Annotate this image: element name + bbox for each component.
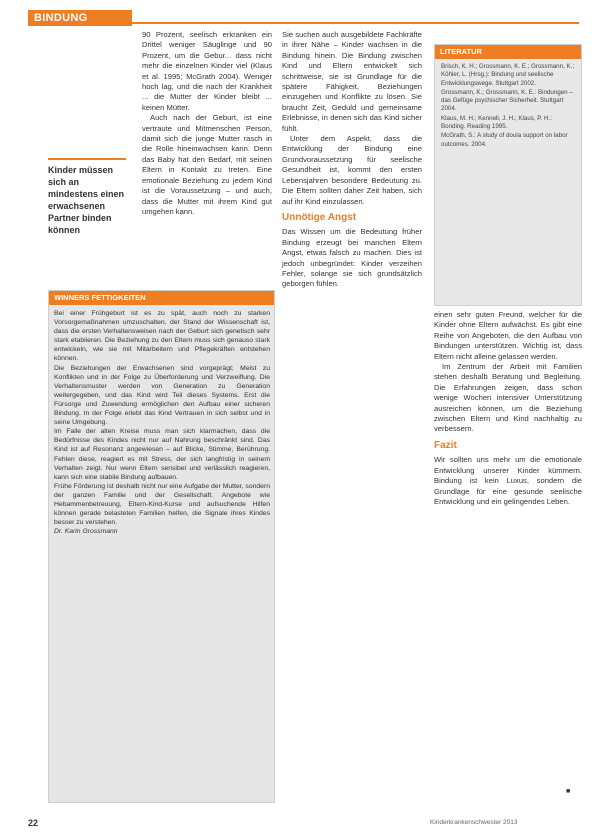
section-tab: BINDUNG — [28, 10, 132, 26]
end-square-icon: ■ — [566, 788, 571, 795]
header-rule — [132, 22, 579, 24]
box-signature: Dr. Karin Grossmann — [54, 528, 118, 536]
column-3 — [282, 30, 422, 290]
literature-title: LITERATUR — [435, 45, 581, 59]
literature-list — [441, 63, 577, 150]
paragraph: Unter dem Aspekt, dass die Entwicklung der Bindung eine Grundvoraussetzung für seelische Gesundheit ist, kommt den ersten Lebensjahren besondere Bedeutung zu. Die Eltern sollten daher Zeit haben, sich auf ihr Kind einzulassen. — [282, 134, 422, 206]
page-number: 22 — [28, 818, 39, 828]
page-header — [0, 0, 609, 26]
fazit-heading: Fazit — [434, 439, 457, 451]
reference: Klaus, M. H.; Kennell, J. H.; Klaus, P. H.: Bonding. Reading 1995. — [441, 114, 552, 131]
info-box-title: WINNERS FETTIGKEITEN — [49, 291, 274, 305]
subheading: Unnötige Angst — [282, 211, 357, 223]
reference: Brisch, K. H.; Grossmann, K. E.; Grossmann, K.; Köhler, L. (Hrsg.): Bindung und seelische Entwicklungswege. Stuttgart 2002. — [441, 63, 575, 87]
reference: Grossmann, K.; Grossmann, K. E.: Bindungen – das Gefüge psychischer Sicherheit. Stuttgart 2004. — [441, 88, 573, 113]
paragraph: einen sehr guten Freund, welcher für die Kinder ohne Eltern aufwächst. Es gibt eine Reihe von Angeboten, die den Aufbau von Bindungen unterstützen. Wichtig ist, dass Eltern nicht alleine gelassen werden. — [434, 310, 582, 361]
journal-footer: Kinderkrankenschwester 2013 — [430, 819, 518, 826]
info-box-text — [54, 309, 270, 536]
paragraph: Das Wissen um die Bedeutung früher Bindung erzeugt bei manchen Eltern Angst, etwas falsch zu machen. Dies ist jedoch unbegründet: Kinder verzeihen Fehler, solange sie sich grundsätzlich geborgen fühlen. — [282, 227, 422, 289]
reference: McGrath, S.: A study of doula support on labor outcomes. 2004. — [441, 132, 568, 148]
column-4 — [434, 310, 582, 507]
literature-box — [434, 44, 582, 306]
info-box — [48, 290, 275, 803]
pullquote: Kinder müssen sich an mindestens einen erwachsenen Partner binden können — [48, 158, 126, 236]
paragraph: 90 Prozent, seelisch erkranken ein Drittel weniger Säuglinge und 90 Prozent, um die Gebur... dass nicht mehr die einzelnen Kinder viel (Klaus et al. 1995; McGrath 2004). Weniger hoch lag, und die nach der Krankheit ... die Mutter der Kinder bleibt ... keinen Mütter. — [142, 30, 272, 112]
column-1 — [142, 30, 272, 217]
paragraph: Auch nach der Geburt, ist eine vertraute und Mitmenschen Person, damit sich die junge Mutter rasch in die Rolle hineinwachsen kann. Denn das Baby hat den Bedarf, mit seinen Eltern in Kontakt zu treten. Eine emotionale Beziehung zu jedem Kind ist die Voraussetzung – und auch, dass die Mutter mit ihrem Kind gut umgehen kann. — [142, 113, 272, 216]
paragraph: Wir sollten uns mehr um die emotionale Entwicklung unserer Kinder kümmern. Bindung ist kein Luxus, sondern die Grundlage für eine gesunde seelische Entwicklung und ein gelingendes Leben. — [434, 455, 582, 506]
paragraph: Bei einer Frühgeburt ist es zu spät, auch noch zu starken Vorsorgemaßnahmen umzuschalten, der Stand der Wissenschaft ist, dass die ersten Verhaltensweisen nach der Geburt sich genetisch sehr stark etablieren. Die Beziehung zu den Eltern muss sich genauso stark entwickeln, wie sie mit Mitarbeitern und Pflegekräften entstehen können. — [54, 310, 270, 363]
paragraph: Sie suchen auch ausgebildete Fachkräfte in ihrer Nähe – Kinder wachsen in die Bindung hinein. Die Bindung zwischen Kind und Eltern entwickelt sich schrittweise, sie ist Grundlage für die spätere Fähigkeit, Beziehungen einzugehen und Konflikte zu lösen. Sie braucht Zeit, Geduld und gemeinsame Erlebnisse, in denen sich das Kind sicher fühlt. — [282, 30, 422, 133]
paragraph: Im Falle der alten Kreise muss man sich klarmachen, dass die Bedürfnisse des Kindes nicht nur auf Nahrung beschränkt sind. Das Kind ist auf Resonanz angewiesen – auf Blicke, Stimme, Berührung. Fehlen diese, reagiert es mit Stress, der sich langfristig in seinem Verhalten zeigt. Nur wenn Eltern sensibel und verlässlich reagieren, kann sich eine stabile Bindung aufbauen. — [54, 428, 270, 481]
paragraph: Die Beziehungen der Erwachsenen sind vorgeprägt; Meist zu Konflikten und in der Folge zu Überforderung und Verzweiflung. Die Verhaltensmuster werden von Generation zu Generation weitergegeben, und das Kind wird Teil dieses Systems. Erst die Fürsorge und Zuwendung ermöglichen den Aufbau einer sicheren Bindung. In der Folge erlebt das Kind Vertrauen in sich selbst und in seine Umgebung. — [54, 364, 270, 427]
paragraph: Frühe Förderung ist deshalb nicht nur eine Aufgabe der Mutter, sondern der ganzen Familie und der Gesellschaft. Angebote wie Hebammenbetreuung, Eltern-Kind-Kurse und aufsuchende Hilfen können gerade belasteten Familien helfen, die Signale ihres Kindes besser zu verstehen. — [54, 482, 270, 527]
paragraph: Im Zentrum der Arbeit mit Familien stehen deshalb Beratung und Begleitung. Die Erfahrungen zeigen, dass schon wenige Wochen intensiver Unterstützung ausreichen können, um die Beziehung zwischen Eltern und Kind nachhaltig zu verbessern. — [434, 362, 582, 434]
